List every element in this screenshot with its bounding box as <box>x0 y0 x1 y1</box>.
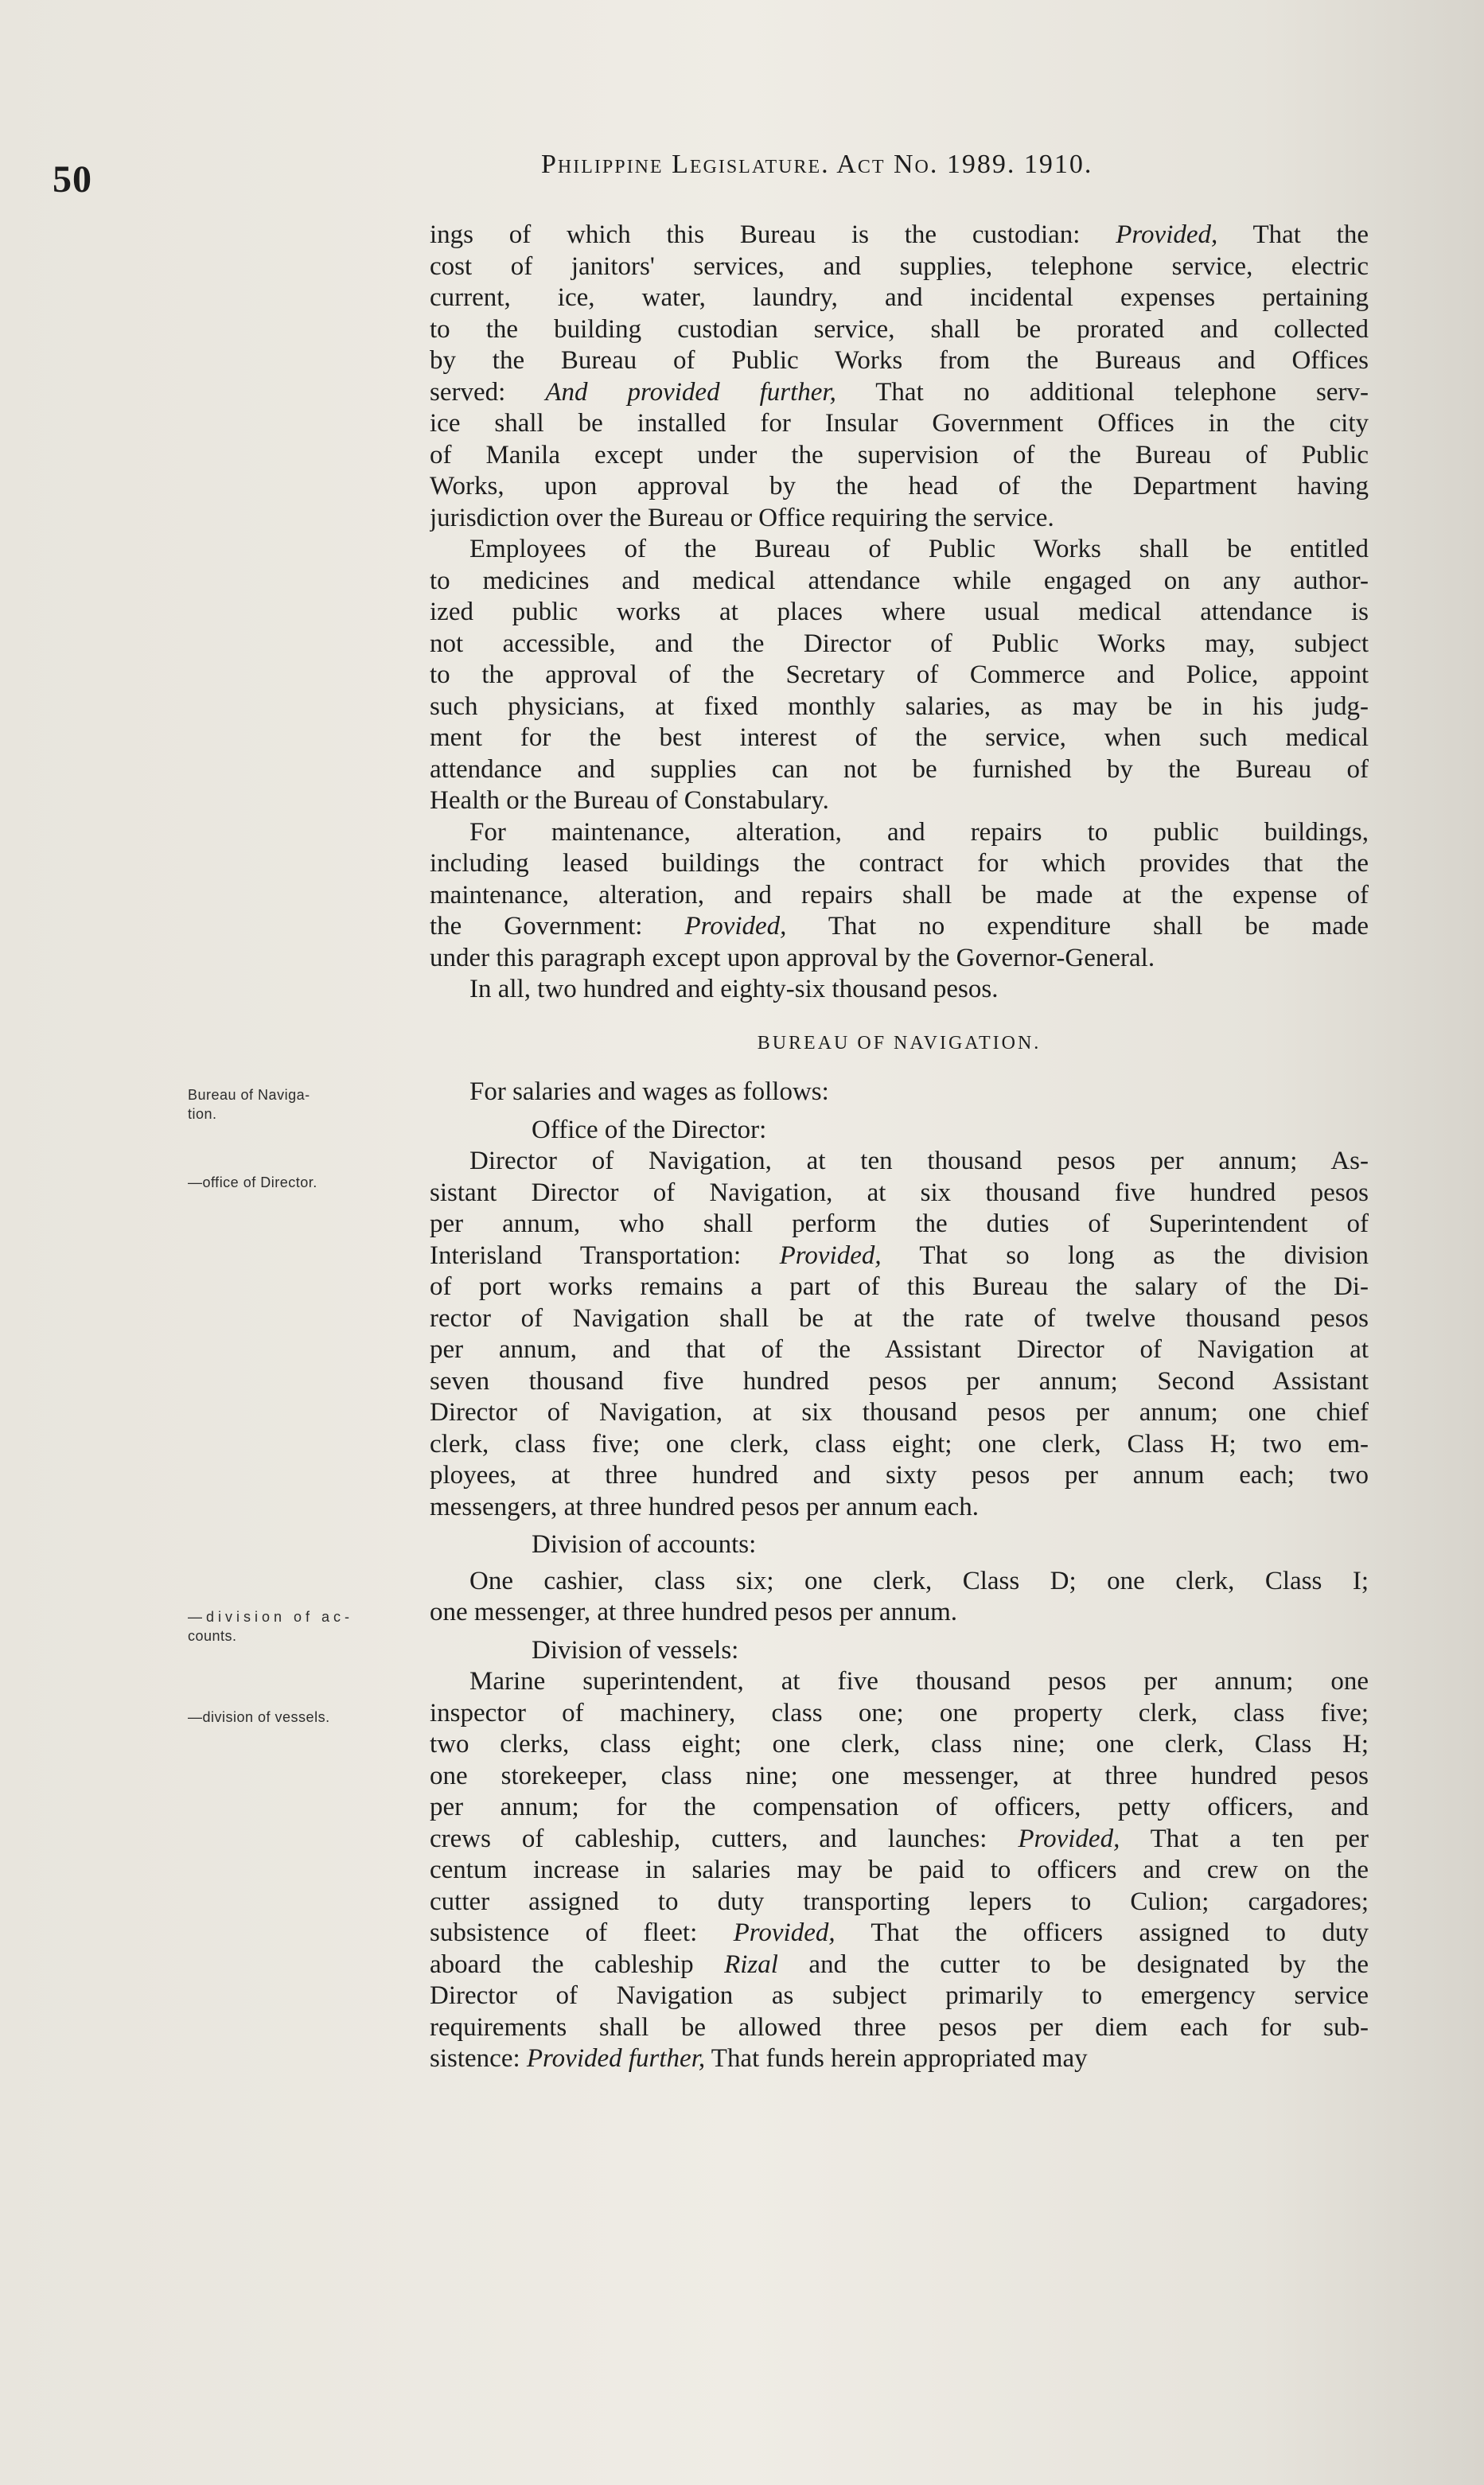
text-run: ings of which this Bureau is the custodian: <box>430 220 1116 249</box>
text-line <box>430 880 1369 912</box>
text-line <box>430 440 1369 472</box>
text-line <box>430 2012 1369 2044</box>
text-run: sistence: <box>430 2044 527 2073</box>
subheading-division-of-vessels <box>430 1635 1369 1667</box>
section-gap <box>430 1108 1369 1115</box>
text-run: aboard the cableship <box>430 1949 725 1979</box>
text-run: Health or the Bureau of Constabulary. <box>430 786 829 815</box>
italic-run: Provided, <box>779 1241 882 1270</box>
text-line <box>430 1492 1369 1524</box>
text-run: per annum, who shall perform the duties of Superintendent of <box>430 1209 1369 1238</box>
text-line <box>430 1077 1369 1108</box>
text-line <box>430 1397 1369 1429</box>
italic-run: Provided, <box>684 912 787 941</box>
margin-note-line: —division of ac- <box>188 1609 354 1625</box>
text-run: Director of Navigation as subject primarily to emergency service <box>430 1981 1369 2010</box>
text-line <box>430 1209 1369 1241</box>
text-line <box>430 1272 1369 1303</box>
text-line <box>430 377 1369 409</box>
section-gap <box>430 1059 1369 1077</box>
text-run: to medicines and medical attendance while engaged on any author- <box>430 566 1369 595</box>
text-line <box>430 534 1369 566</box>
text-run: That so long as the division <box>881 1241 1369 1270</box>
text-run: two clerks, class eight; one clerk, class nine; one clerk, Class H; <box>430 1730 1369 1759</box>
text-line <box>430 1666 1369 1698</box>
text-line <box>430 1303 1369 1335</box>
text-line <box>430 754 1369 786</box>
paragraph-office-of-director <box>430 1146 1369 1523</box>
text-run: Employees of the Bureau of Public Works shall be entitled <box>469 535 1369 563</box>
text-line <box>430 566 1369 598</box>
section-gap <box>430 1523 1369 1529</box>
text-line <box>430 974 1369 1006</box>
text-run: Works, upon approval by the head of the Department having <box>430 472 1369 501</box>
text-run: jurisdiction over the Bureau or Office requiring the service. <box>430 503 1054 532</box>
text-line <box>430 1429 1369 1461</box>
text-line <box>430 282 1369 314</box>
text-run: including leased buildings the contract for which provides that the <box>430 849 1369 878</box>
italic-run: Provided, <box>733 1918 835 1947</box>
text-line <box>430 1729 1369 1761</box>
margin-note-line: —division of vessels. <box>188 1709 330 1725</box>
text-line <box>430 1761 1369 1793</box>
text-run: That funds herein appropriated may <box>705 2044 1088 2073</box>
text-line <box>430 943 1369 975</box>
text-line <box>430 1981 1369 2012</box>
text-run: per annum; for the compensation of officers, petty officers, and <box>430 1793 1369 1821</box>
text-line <box>430 1855 1369 1887</box>
text-line <box>430 1366 1369 1398</box>
text-run: to the building custodian service, shall be prorated and collected <box>430 314 1369 344</box>
text-run: under this paragraph except upon approval by the Governor-General. <box>430 943 1155 972</box>
text-run: For maintenance, alteration, and repairs to public buildings, <box>469 817 1369 847</box>
text-run: seven thousand five hundred pesos per annum; Second Assistant <box>430 1366 1369 1396</box>
text-run: That a ten per <box>1120 1824 1369 1853</box>
text-line <box>430 723 1369 754</box>
margin-note-office-of-director <box>188 1173 427 1192</box>
margin-note-division-of-accounts <box>188 1607 427 1646</box>
text-run: current, ice, water, laundry, and incidental expenses pertaining <box>430 283 1369 312</box>
text-line <box>430 251 1369 283</box>
margin-note-bureau-of-navigation <box>188 1085 427 1124</box>
text-run: of port works remains a part of this Bureau the salary of the Di- <box>430 1272 1369 1301</box>
text-line <box>430 911 1369 943</box>
text-run: Division of vessels: <box>532 1635 739 1665</box>
text-line <box>430 848 1369 880</box>
margin-note-line: tion. <box>188 1106 217 1122</box>
italic-run: Provided further, <box>526 2044 706 2073</box>
subheading-office-of-director <box>430 1115 1369 1147</box>
text-line <box>430 1529 1369 1561</box>
text-line <box>430 314 1369 346</box>
text-run: rector of Navigation shall be at the rate of twelve thousand pesos <box>430 1303 1369 1333</box>
text-run: That no additional telephone serv- <box>835 377 1369 407</box>
paragraph-medical-attendance <box>430 534 1369 817</box>
subheading-division-of-accounts <box>430 1529 1369 1561</box>
text-line <box>430 2043 1369 2075</box>
text-line <box>430 1698 1369 1730</box>
text-run: In all, two hundred and eighty-six thousand pesos. <box>469 975 999 1003</box>
text-run: Marine superintendent, at five thousand pesos per annum; one <box>469 1667 1369 1696</box>
text-run: Office of the Director: <box>532 1115 767 1144</box>
text-run: ployees, at three hundred and sixty pesos per annum each; two <box>430 1461 1369 1490</box>
text-run: by the Bureau of Public Works from the Bureaus and Offices <box>430 346 1369 375</box>
text-line <box>430 1824 1369 1856</box>
text-run: That no expenditure shall be made <box>786 912 1369 941</box>
paragraph-division-of-accounts <box>430 1566 1369 1629</box>
paragraph-total <box>430 974 1369 1006</box>
text-run: per annum, and that of the Assistant Director of Navigation at <box>430 1335 1369 1364</box>
text-run: one messenger, at three hundred pesos per annum. <box>430 1598 958 1626</box>
text-run: and the cutter to be designated by the <box>777 1949 1369 1979</box>
text-run: centum increase in salaries may be paid to officers and crew on the <box>430 1856 1369 1884</box>
section-gap <box>430 1006 1369 1028</box>
margin-note-line: Bureau of Naviga- <box>188 1087 310 1103</box>
text-line <box>430 1597 1369 1629</box>
text-run: ized public works at places where usual medical attendance is <box>430 598 1369 626</box>
text-run: Division of accounts: <box>532 1530 757 1559</box>
text-line <box>430 471 1369 503</box>
text-line <box>430 1949 1369 1981</box>
text-run: ice shall be installed for Insular Government Offices in the city <box>430 409 1369 438</box>
text-line <box>430 1635 1369 1667</box>
text-line <box>430 691 1369 723</box>
text-line <box>430 220 1369 251</box>
text-run: one storekeeper, class nine; one messenger, at three hundred pesos <box>430 1761 1369 1790</box>
text-line <box>430 1918 1369 1949</box>
text-run: attendance and supplies can not be furnished by the Bureau of <box>430 754 1369 784</box>
text-run: maintenance, alteration, and repairs shall be made at the expense of <box>430 880 1369 909</box>
text-run: For salaries and wages as follows: <box>469 1077 829 1106</box>
text-run: cutter assigned to duty transporting lepers to Culion; cargadores; <box>430 1887 1369 1916</box>
text-run: not accessible, and the Director of Public Works may, subject <box>430 629 1369 658</box>
text-line <box>430 1887 1369 1918</box>
main-text <box>430 220 1369 2075</box>
paragraph-salaries-intro <box>430 1077 1369 1108</box>
italic-run: Rizal <box>724 1949 778 1979</box>
text-line <box>430 1334 1369 1366</box>
text-line <box>430 1146 1369 1178</box>
text-run: Director of Navigation, at six thousand pesos per annum; one chief <box>430 1398 1369 1427</box>
text-run: crews of cableship, cutters, and launches: <box>430 1824 1019 1853</box>
text-run: the Government: <box>430 912 685 941</box>
text-line <box>430 1566 1369 1598</box>
italic-run: Provided, <box>1018 1824 1120 1853</box>
paragraph-division-of-vessels <box>430 1666 1369 2075</box>
text-line <box>430 1792 1369 1824</box>
text-line <box>430 503 1369 535</box>
text-run: subsistence of fleet: <box>430 1918 734 1947</box>
text-run: That the <box>1217 220 1369 249</box>
text-line <box>430 1115 1369 1147</box>
text-run: sistant Director of Navigation, at six thousand five hundred pesos <box>430 1178 1369 1207</box>
text-run: to the approval of the Secretary of Commerce and Police, appoint <box>430 660 1369 689</box>
text-line <box>430 345 1369 377</box>
text-line <box>430 1178 1369 1209</box>
text-line <box>430 408 1369 440</box>
text-run: such physicians, at fixed monthly salaries, as may be in his judg- <box>430 691 1369 721</box>
italic-run: Provided, <box>1116 220 1218 249</box>
text-line <box>430 629 1369 660</box>
text-run: inspector of machinery, class one; one property clerk, class five; <box>430 1698 1369 1727</box>
margin-note-division-of-vessels <box>188 1708 427 1727</box>
section-gap <box>430 1629 1369 1635</box>
running-head: Philippine Legislature. Act No. 1989. 1910. <box>541 150 1093 179</box>
text-run: messengers, at three hundred pesos per annum each. <box>430 1492 980 1521</box>
text-run: cost of janitors' services, and supplies, telephone service, electric <box>430 251 1369 281</box>
text-line <box>430 1241 1369 1272</box>
text-run: clerk, class five; one clerk, class eight; one clerk, Class H; two em- <box>430 1429 1369 1459</box>
text-line <box>430 1460 1369 1492</box>
text-run: Interisland Transportation: <box>430 1241 780 1270</box>
text-run: served: <box>430 377 546 407</box>
paragraph-maintenance-repairs <box>430 817 1369 975</box>
text-run: BUREAU OF NAVIGATION. <box>757 1032 1042 1054</box>
margin-note-line: counts. <box>188 1628 237 1644</box>
italic-run: And provided further, <box>545 377 836 407</box>
text-run: requirements shall be allowed three pesos per diem each for sub- <box>430 2012 1369 2042</box>
text-line <box>430 785 1369 817</box>
margin-note-line: —office of Director. <box>188 1174 317 1190</box>
text-line <box>430 1028 1369 1060</box>
section-heading-bureau-of-navigation <box>430 1028 1369 1060</box>
text-run: of Manila except under the supervision of the Bureau of Public <box>430 440 1369 469</box>
paragraph-custodian-costs <box>430 220 1369 534</box>
text-line <box>430 660 1369 691</box>
text-line <box>430 817 1369 849</box>
page-number: 50 <box>53 158 92 201</box>
text-run: ment for the best interest of the service, when such medical <box>430 723 1369 752</box>
text-run: That the officers assigned to duty <box>835 1918 1369 1947</box>
text-line <box>430 597 1369 629</box>
text-run: One cashier, class six; one clerk, Class D; one clerk, Class I; <box>469 1566 1369 1595</box>
text-run: Director of Navigation, at ten thousand pesos per annum; As- <box>469 1147 1369 1175</box>
